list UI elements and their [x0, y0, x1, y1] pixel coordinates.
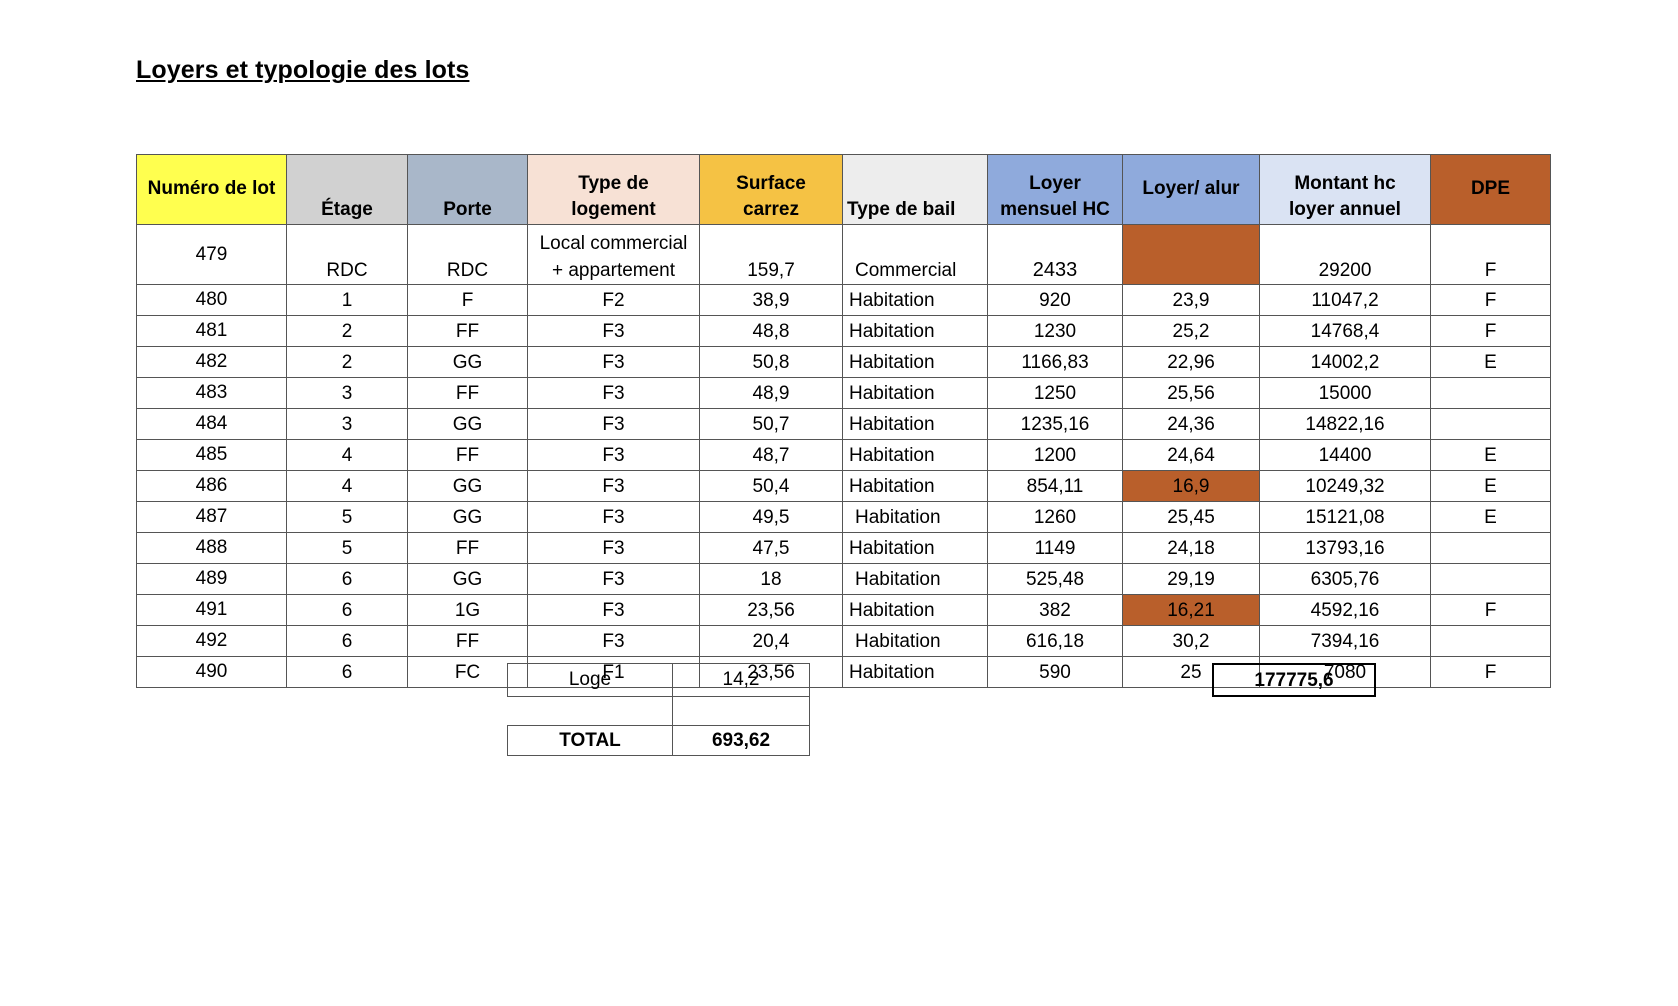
- cell-loyer: 1260: [988, 502, 1123, 533]
- cell-etage: 6: [287, 595, 408, 626]
- cell-etage: 5: [287, 502, 408, 533]
- cell-alur: 25: [1123, 657, 1260, 688]
- cell-lot: 489: [137, 564, 287, 595]
- cell-surface: 23,56: [700, 657, 843, 688]
- cell-dpe: F: [1431, 657, 1551, 688]
- header-row: [137, 155, 1551, 225]
- cell-bail: Habitation: [843, 657, 988, 688]
- cell-lot: 485: [137, 440, 287, 471]
- cell-dpe: E: [1431, 347, 1551, 378]
- cell-surface: 159,7: [700, 225, 843, 285]
- cell-loyer: 1166,83: [988, 347, 1123, 378]
- cell-type: F3: [528, 533, 700, 564]
- cell-porte: FF: [408, 440, 528, 471]
- cell-dpe: E: [1431, 502, 1551, 533]
- cell-lot: 483: [137, 378, 287, 409]
- cell-alur: 25,56: [1123, 378, 1260, 409]
- cell-etage: RDC: [287, 225, 408, 285]
- cell-loyer: 854,11: [988, 471, 1123, 502]
- cell-annuel: 14768,4: [1260, 316, 1431, 347]
- cell-type: F3: [528, 626, 700, 657]
- cell-dpe: E: [1431, 471, 1551, 502]
- cell-surface: 48,8: [700, 316, 843, 347]
- header-bail: Type de bail: [843, 155, 988, 225]
- cell-lot: 490: [137, 657, 287, 688]
- cell-surface: 20,4: [700, 626, 843, 657]
- cell-bail: Habitation: [843, 285, 988, 316]
- table-row: [137, 316, 1551, 347]
- cell-lot: 484: [137, 409, 287, 440]
- cell-dpe: F: [1431, 595, 1551, 626]
- cell-bail: Habitation: [843, 347, 988, 378]
- cell-alur: 16,21: [1123, 595, 1260, 626]
- table-row: [137, 225, 1551, 285]
- cell-etage: 3: [287, 409, 408, 440]
- header-loyer: Loyer mensuel HC: [988, 155, 1123, 225]
- table-row: [137, 347, 1551, 378]
- cell-surface: 47,5: [700, 533, 843, 564]
- cell-annuel: 14822,16: [1260, 409, 1431, 440]
- cell-annuel: 11047,2: [1260, 285, 1431, 316]
- table-row: [137, 595, 1551, 626]
- cell-annuel: 15000: [1260, 378, 1431, 409]
- cell-type: F3: [528, 347, 700, 378]
- cell-annuel: 15121,08: [1260, 502, 1431, 533]
- cell-alur: 16,9: [1123, 471, 1260, 502]
- cell-alur: 23,9: [1123, 285, 1260, 316]
- cell-alur: 25,2: [1123, 316, 1260, 347]
- cell-surface: 23,56: [700, 595, 843, 626]
- cell-loyer: 920: [988, 285, 1123, 316]
- cell-loyer: 616,18: [988, 626, 1123, 657]
- total-label: TOTAL: [507, 725, 673, 756]
- cell-annuel: 13793,16: [1260, 533, 1431, 564]
- cell-surface: 50,8: [700, 347, 843, 378]
- cell-loyer: 1230: [988, 316, 1123, 347]
- header-type-logement: Type de logement: [528, 155, 700, 225]
- cell-etage: 4: [287, 471, 408, 502]
- cell-porte: F: [408, 285, 528, 316]
- cell-lot: 479: [137, 225, 287, 285]
- cell-porte: FC: [408, 657, 528, 688]
- cell-porte: FF: [408, 626, 528, 657]
- header-annuel: Montant hc loyer annuel: [1260, 155, 1431, 225]
- cell-alur: 30,2: [1123, 626, 1260, 657]
- cell-lot: 491: [137, 595, 287, 626]
- header-alur: Loyer/ alur: [1123, 155, 1260, 225]
- cell-bail: Habitation: [843, 533, 988, 564]
- cell-alur: 24,64: [1123, 440, 1260, 471]
- cell-lot: 482: [137, 347, 287, 378]
- cell-surface: 49,5: [700, 502, 843, 533]
- cell-alur: 24,18: [1123, 533, 1260, 564]
- table-row: [137, 626, 1551, 657]
- table-row: [137, 533, 1551, 564]
- table-row: [137, 285, 1551, 316]
- cell-type: F3: [528, 502, 700, 533]
- cell-annuel: 6305,76: [1260, 564, 1431, 595]
- cell-bail: Habitation: [843, 378, 988, 409]
- cell-alur: 22,96: [1123, 347, 1260, 378]
- cell-annuel: 4592,16: [1260, 595, 1431, 626]
- cell-annuel: 10249,32: [1260, 471, 1431, 502]
- header-surface: Surface carrez: [700, 155, 843, 225]
- cell-type: F3: [528, 595, 700, 626]
- cell-dpe: [1431, 533, 1551, 564]
- cell-bail: Habitation: [843, 409, 988, 440]
- cell-annuel: 14400: [1260, 440, 1431, 471]
- header-dpe: DPE: [1431, 155, 1551, 225]
- table-row: [137, 440, 1551, 471]
- table-row: [137, 378, 1551, 409]
- cell-porte: GG: [408, 502, 528, 533]
- cell-surface: 50,4: [700, 471, 843, 502]
- cell-loyer: 525,48: [988, 564, 1123, 595]
- cell-loyer: 382: [988, 595, 1123, 626]
- blank-surface-cell: [672, 696, 810, 726]
- cell-type: F3: [528, 471, 700, 502]
- cell-type: F3: [528, 316, 700, 347]
- cell-porte: 1G: [408, 595, 528, 626]
- cell-dpe: [1431, 378, 1551, 409]
- cell-annuel: 7080: [1260, 657, 1431, 688]
- loge-surface: 14,2: [672, 663, 810, 697]
- cell-bail: Habitation: [843, 595, 988, 626]
- cell-etage: 1: [287, 285, 408, 316]
- cell-type: F3: [528, 564, 700, 595]
- cell-porte: GG: [408, 564, 528, 595]
- cell-loyer: 1149: [988, 533, 1123, 564]
- cell-bail: Habitation: [843, 440, 988, 471]
- cell-dpe: F: [1431, 285, 1551, 316]
- page-title: Loyers et typologie des lots: [136, 56, 470, 84]
- cell-etage: 6: [287, 564, 408, 595]
- cell-loyer: 1250: [988, 378, 1123, 409]
- cell-lot: 487: [137, 502, 287, 533]
- cell-surface: 38,9: [700, 285, 843, 316]
- cell-porte: FF: [408, 316, 528, 347]
- cell-porte: RDC: [408, 225, 528, 285]
- cell-type: F3: [528, 378, 700, 409]
- header-porte: Porte: [408, 155, 528, 225]
- cell-dpe: F: [1431, 225, 1551, 285]
- total-surface: 693,62: [672, 725, 810, 756]
- cell-bail: Habitation: [843, 564, 988, 595]
- cell-annuel: 7394,16: [1260, 626, 1431, 657]
- cell-dpe: [1431, 626, 1551, 657]
- cell-alur: 25,45: [1123, 502, 1260, 533]
- cell-bail: Habitation: [843, 502, 988, 533]
- cell-etage: 2: [287, 347, 408, 378]
- total-annuel: 177775,6: [1212, 663, 1376, 697]
- cell-dpe: [1431, 564, 1551, 595]
- cell-type: Local commercial + appartement: [528, 225, 700, 285]
- cell-porte: FF: [408, 533, 528, 564]
- cell-lot: 481: [137, 316, 287, 347]
- cell-alur: 24,36: [1123, 409, 1260, 440]
- cell-etage: 5: [287, 533, 408, 564]
- table-row: [137, 564, 1551, 595]
- table-row: [137, 502, 1551, 533]
- cell-lot: 488: [137, 533, 287, 564]
- cell-lot: 480: [137, 285, 287, 316]
- cell-annuel: 14002,2: [1260, 347, 1431, 378]
- cell-etage: 4: [287, 440, 408, 471]
- cell-loyer: 590: [988, 657, 1123, 688]
- cell-alur: [1123, 225, 1260, 285]
- cell-type: F3: [528, 440, 700, 471]
- table-row: [137, 471, 1551, 502]
- cell-porte: GG: [408, 471, 528, 502]
- cell-surface: 48,9: [700, 378, 843, 409]
- cell-dpe: F: [1431, 316, 1551, 347]
- table-row: [137, 409, 1551, 440]
- header-lot: Numéro de lot: [137, 155, 287, 225]
- cell-type: F2: [528, 285, 700, 316]
- cell-etage: 6: [287, 657, 408, 688]
- cell-lot: 492: [137, 626, 287, 657]
- cell-dpe: [1431, 409, 1551, 440]
- cell-lot: 486: [137, 471, 287, 502]
- cell-loyer: 2433: [988, 225, 1123, 285]
- cell-dpe: E: [1431, 440, 1551, 471]
- cell-loyer: 1200: [988, 440, 1123, 471]
- cell-alur: 29,19: [1123, 564, 1260, 595]
- cell-surface: 48,7: [700, 440, 843, 471]
- cell-bail: Habitation: [843, 471, 988, 502]
- cell-porte: GG: [408, 409, 528, 440]
- cell-bail: Habitation: [843, 316, 988, 347]
- cell-porte: GG: [408, 347, 528, 378]
- cell-loyer: 1235,16: [988, 409, 1123, 440]
- cell-surface: 18: [700, 564, 843, 595]
- cell-porte: FF: [408, 378, 528, 409]
- loge-label: Loge: [507, 663, 673, 697]
- cell-type: F3: [528, 409, 700, 440]
- lots-table: [136, 154, 1551, 688]
- header-etage: Étage: [287, 155, 408, 225]
- cell-bail: Commercial: [843, 225, 988, 285]
- cell-etage: 2: [287, 316, 408, 347]
- cell-annuel: 29200: [1260, 225, 1431, 285]
- cell-etage: 3: [287, 378, 408, 409]
- cell-etage: 6: [287, 626, 408, 657]
- cell-type: F1: [528, 657, 700, 688]
- cell-surface: 50,7: [700, 409, 843, 440]
- cell-bail: Habitation: [843, 626, 988, 657]
